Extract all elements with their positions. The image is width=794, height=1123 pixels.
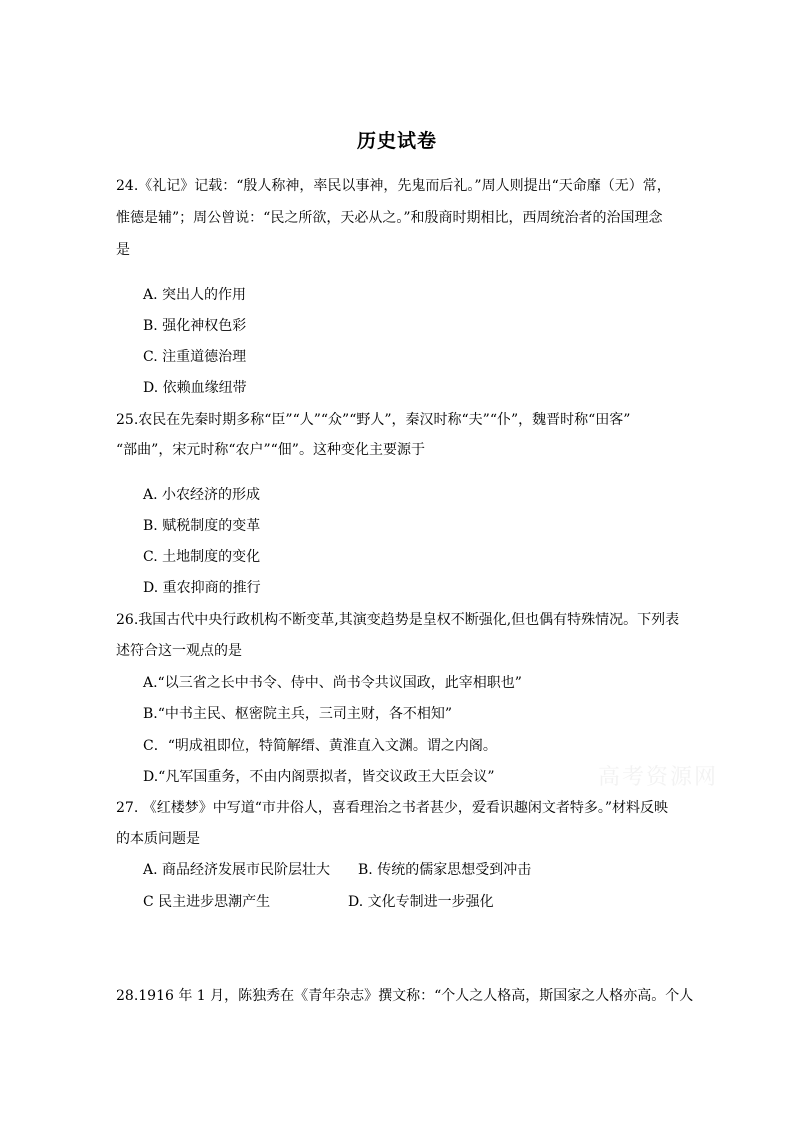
question-text-line: 惟德是辅”；周公曾说：“民之所欲，天必从之。”和殷商时期相比，西周统治者的治国理念	[116, 210, 663, 226]
option-b: B. 赋税制度的变革	[143, 518, 261, 534]
option-c: C. 注重道德治理	[143, 349, 247, 365]
page-title: 历史试卷	[356, 130, 437, 152]
option-d: D. 依赖血缘纽带	[143, 380, 247, 396]
option-b: B. 强化神权色彩	[143, 318, 247, 334]
question-text-line: 是	[116, 242, 130, 258]
option-b: B.“中书主民、枢密院主兵，三司主财，各不相知”	[143, 706, 453, 722]
question-text-line: 27. 《红楼梦》中写道“市井俗人，喜看理治之书者甚少，爱看识趣闲文者特多。”材料反映	[116, 800, 669, 816]
question-text-line: 28.1916 年 1 月，陈独秀在《青年杂志》撰文称：“个人之人格高，斯国家之人格亦高。个人	[116, 988, 694, 1004]
watermark: 高考资源网	[598, 765, 719, 790]
option-c: C 民主进步思潮产生	[143, 894, 271, 910]
question-text-line: 25.农民在先秦时期多称“臣”“人”“众”“野人”，秦汉时称“夫”“仆”，魏晋时称“田客”	[116, 412, 631, 428]
option-c: C. 土地制度的变化	[143, 549, 261, 565]
question-text-line: 26.我国古代中央行政机构不断变革,其演变趋势是皇权不断强化,但也偶有特殊情况。下列表	[116, 612, 680, 628]
question-text-line: 24.《礼记》记载：“殷人称神，率民以事神，先鬼而后礼。”周人则提出“天命靡（无）常，	[116, 178, 671, 194]
option-d: D. 文化专制进一步强化	[348, 894, 494, 910]
question-text-line: 的本质问题是	[116, 831, 200, 847]
option-a: A. 突出人的作用	[143, 287, 247, 303]
option-a: A. 商品经济发展市民阶层壮大	[143, 862, 331, 878]
option-d: D.“凡军国重务，不由内阁票拟者，皆交议政王大臣会议”	[143, 769, 495, 785]
option-a: A. 小农经济的形成	[143, 487, 261, 503]
option-c: C．“明成祖即位，特简解缙、黄淮直入文渊。谓之内阁。	[143, 738, 497, 754]
option-b: B. 传统的儒家思想受到冲击	[358, 862, 532, 878]
question-text-line: 述符合这一观点的是	[116, 643, 242, 659]
question-text-line: “部曲”，宋元时称“农户”“佃”。这种变化主要源于	[116, 442, 425, 458]
option-a: A.“以三省之长中书令、侍中、尚书令共议国政，此宰相职也”	[143, 675, 522, 691]
option-d: D. 重农抑商的推行	[143, 580, 261, 596]
